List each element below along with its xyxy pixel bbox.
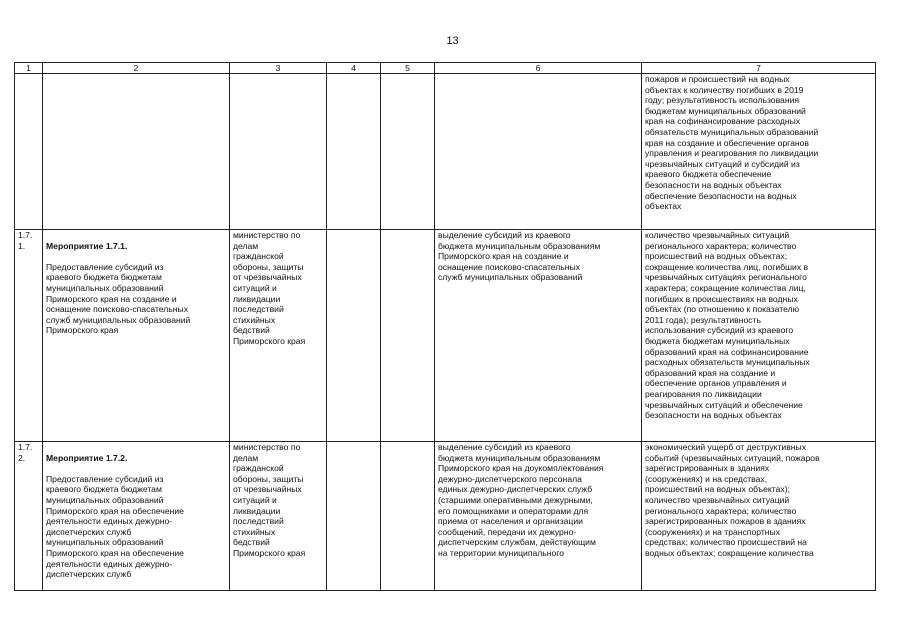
executor-cell: министерство по делам гражданской обороны, защиты от чрезвычайных ситуаций и ликвидации последствий стихийных бедствий Приморского края [230, 442, 327, 591]
empty-cell [381, 442, 435, 591]
column-number: 7 [642, 63, 876, 74]
table-row [15, 442, 876, 591]
measure-description: Предоставление субсидий из краевого бюджета бюджетам муниципальных образований Приморского края на обеспечение деятельности единых дежурно- диспетчерских служб муниципальных образований Приморского края на обеспечение деятельности единых дежурно- диспетчерских служб [46, 473, 184, 580]
column-number: 3 [230, 63, 327, 74]
empty-cell [327, 442, 381, 591]
column-number: 5 [381, 63, 435, 74]
measure-description: Предоставление субсидий из краевого бюджета бюджетам муниципальных образований Приморского края на создание и оснащение поисково-спасательных служб муниципальных образований Приморского края [46, 261, 191, 336]
row-number: 1.7. 2. [15, 442, 43, 591]
executor-cell: министерство по делам гражданской обороны, защиты от чрезвычайных ситуаций и ликвидации последствий стихийных бедствий Приморского края [230, 230, 327, 442]
result-cell: выделение субсидий из краевого бюджета муниципальным образованиям Приморского края на доукомплектования дежурно-диспетчерского персонала единых дежурно-диспетчерских служб (старшими оперативными дежурными, его помощниками и операторами для приема от населения и организации сообщений, передачи их дежурно- диспетчерским службам, действующим на территории муниципального [435, 442, 642, 591]
row-number [15, 74, 43, 230]
measure-cell [43, 74, 230, 230]
empty-cell [381, 230, 435, 442]
table-row [15, 230, 876, 442]
measure-cell [43, 442, 230, 591]
measure-cell [43, 230, 230, 442]
column-number: 1 [15, 63, 43, 74]
column-number: 2 [43, 63, 230, 74]
empty-cell [381, 74, 435, 230]
column-number: 4 [327, 63, 381, 74]
column-number: 6 [435, 63, 642, 74]
measure-title: Мероприятие 1.7.2. [46, 452, 128, 463]
row-number: 1.7. 1. [15, 230, 43, 442]
result-cell [435, 74, 642, 230]
indicators-cell: экономический ущерб от деструктивных событий (чрезвычайных ситуаций, пожаров зарегистрированных в зданиях (сооружениях) и на средствах, происшествий на водных объектах); количество чрезвычайных ситуаций регионального характера; количество зарегистрированных пожаров в зданиях (сооружениях) и на транспортных средствах; количество происшествий на водных объектах; сокращение количества [642, 442, 876, 591]
indicators-cell: количество чрезвычайных ситуаций регионального характера; количество происшествий на водных объектах; сокращение количества лиц, погибших в чрезвычайных ситуациях регионального характера; сокращение количества лиц, погибших в происшествиях на водных объектах (по отношению к показателю 2011 года); результативность использования субсидий из краевого бюджета бюджетам муниципальных образований края на софинансирование расходных обязательств муниципальных образований края на создание и обеспечение органов управления и реагирования по ликвидации чрезвычайных ситуаций и обеспечение безопасности на водных объектах [642, 230, 876, 442]
empty-cell [327, 74, 381, 230]
executor-cell [230, 74, 327, 230]
empty-cell [327, 230, 381, 442]
page-number: 13 [446, 35, 459, 47]
table-row [15, 74, 876, 230]
column-number-header-row [15, 63, 876, 74]
result-cell: выделение субсидий из краевого бюджета муниципальным образованиям Приморского края на создание и оснащение поисково-спасательных служб муниципальных образований [435, 230, 642, 442]
measures-table [14, 62, 876, 591]
measure-title: Мероприятие 1.7.1. [46, 240, 128, 251]
indicators-cell: пожаров и происшествий на водных объектах к количеству погибших в 2019 году; результативность использования бюджетам муниципальных образований края на софинансирование расходных обязательств муниципальных образований края на создание и обеспечение органов управления и реагирования по ликвидации чрезвычайных ситуаций и субсидий из краевого бюджета обеспечение безопасности на водных объектах обеспечение безопасности на водных объектах [642, 74, 876, 230]
